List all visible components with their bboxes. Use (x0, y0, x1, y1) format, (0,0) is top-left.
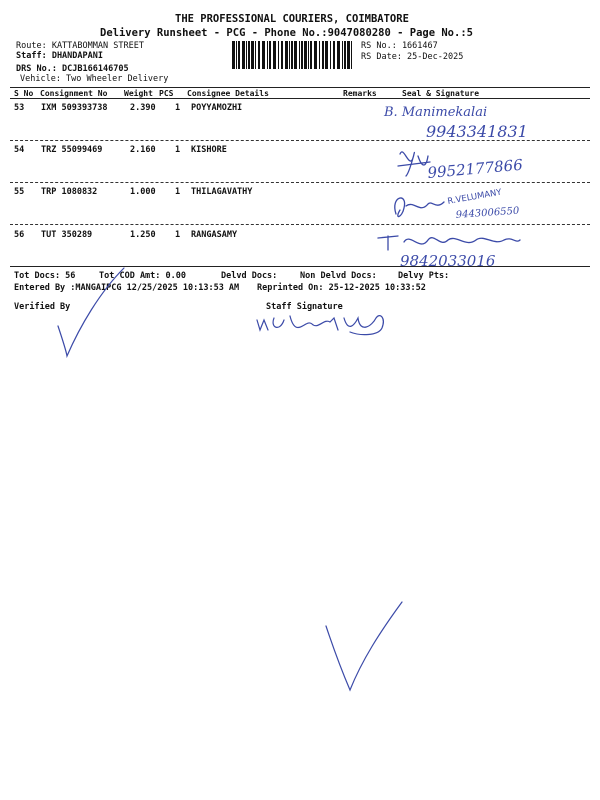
vehicle-label: Vehicle: Two Wheeler Delivery (20, 74, 169, 84)
delivered-docs: Delvd Docs: (221, 271, 278, 281)
col-sno: S No (14, 89, 34, 98)
staff-signature-scribble (257, 316, 383, 335)
rs-number: RS No.: 1661467 (361, 41, 438, 51)
runsheet-title: Delivery Runsheet - PCG - Phone No.:9047080280 - Page No.:5 (100, 27, 473, 39)
non-delivered-docs: Non Delvd Docs: (300, 271, 377, 281)
reprinted-on: Reprinted On: 25-12-2025 10:33:52 (257, 283, 426, 293)
cell-sno: 55 (14, 187, 25, 197)
total-cod-amount: Tot COD Amt: 0.00 (99, 271, 186, 281)
total-docs: Tot Docs: 56 (14, 271, 76, 281)
handwriting-name: R.VELUMANY (446, 187, 503, 207)
staff-label: Staff: DHANDAPANI (16, 51, 103, 61)
cell-consignee: POYYAMOZHI (191, 103, 243, 113)
verified-tick-mark (58, 268, 124, 356)
cell-consignment: TUT 350289 (41, 230, 93, 240)
cell-pcs: 1 (175, 230, 181, 240)
cell-sno: 53 (14, 103, 25, 113)
cell-sno: 54 (14, 145, 25, 155)
rs-date: RS Date: 25-Dec-2025 (361, 52, 464, 62)
handwriting-phone: 9952177866 (426, 155, 524, 182)
col-pcs: PCS (159, 89, 174, 98)
cell-pcs: 1 (175, 103, 181, 113)
verified-by-label: Verified By (14, 302, 71, 312)
drs-label: DRS No.: DCJB166146705 (16, 64, 129, 74)
cell-consignment: TRP 1080832 (41, 187, 98, 197)
handwriting-phone: 9943341831 (426, 122, 528, 141)
col-seal-signature: Seal & Signature (402, 89, 480, 98)
cell-weight: 2.160 (130, 145, 156, 155)
cell-weight: 1.000 (130, 187, 156, 197)
col-consignment: Consignment No (40, 89, 108, 98)
cell-consignee: RANGASAMY (191, 230, 238, 240)
cell-pcs: 1 (175, 145, 181, 155)
cell-sno: 56 (14, 230, 25, 240)
cell-consignee: KISHORE (191, 145, 227, 155)
cell-consignment: TRZ 55099469 (41, 145, 103, 155)
handwriting-phone: 9842033016 (400, 252, 496, 266)
company-name: THE PROFESSIONAL COURIERS, COIMBATORE (175, 13, 409, 25)
cell-pcs: 1 (175, 187, 181, 197)
cell-weight: 2.390 (130, 103, 156, 113)
delivery-points: Delvy Pts: (398, 271, 450, 281)
col-remarks: Remarks (343, 89, 377, 98)
handwriting-phone: 9443006550 (455, 205, 520, 221)
entered-by: Entered By :MANGAIPCG 12/25/2025 10:13:53 AM (14, 283, 240, 293)
handwriting-name: B. Manimekalai (384, 105, 488, 120)
col-consignee: Consignee Details (187, 89, 269, 98)
bottom-tick-mark (326, 602, 402, 690)
route-label: Route: KATTABOMMAN STREET (16, 41, 144, 51)
cell-consignee: THILAGAVATHY (191, 187, 253, 197)
cell-consignment: IXM 509393738 (41, 103, 108, 113)
cell-weight: 1.250 (130, 230, 156, 240)
staff-signature-label: Staff Signature (266, 302, 343, 312)
col-weight: Weight (124, 89, 153, 98)
